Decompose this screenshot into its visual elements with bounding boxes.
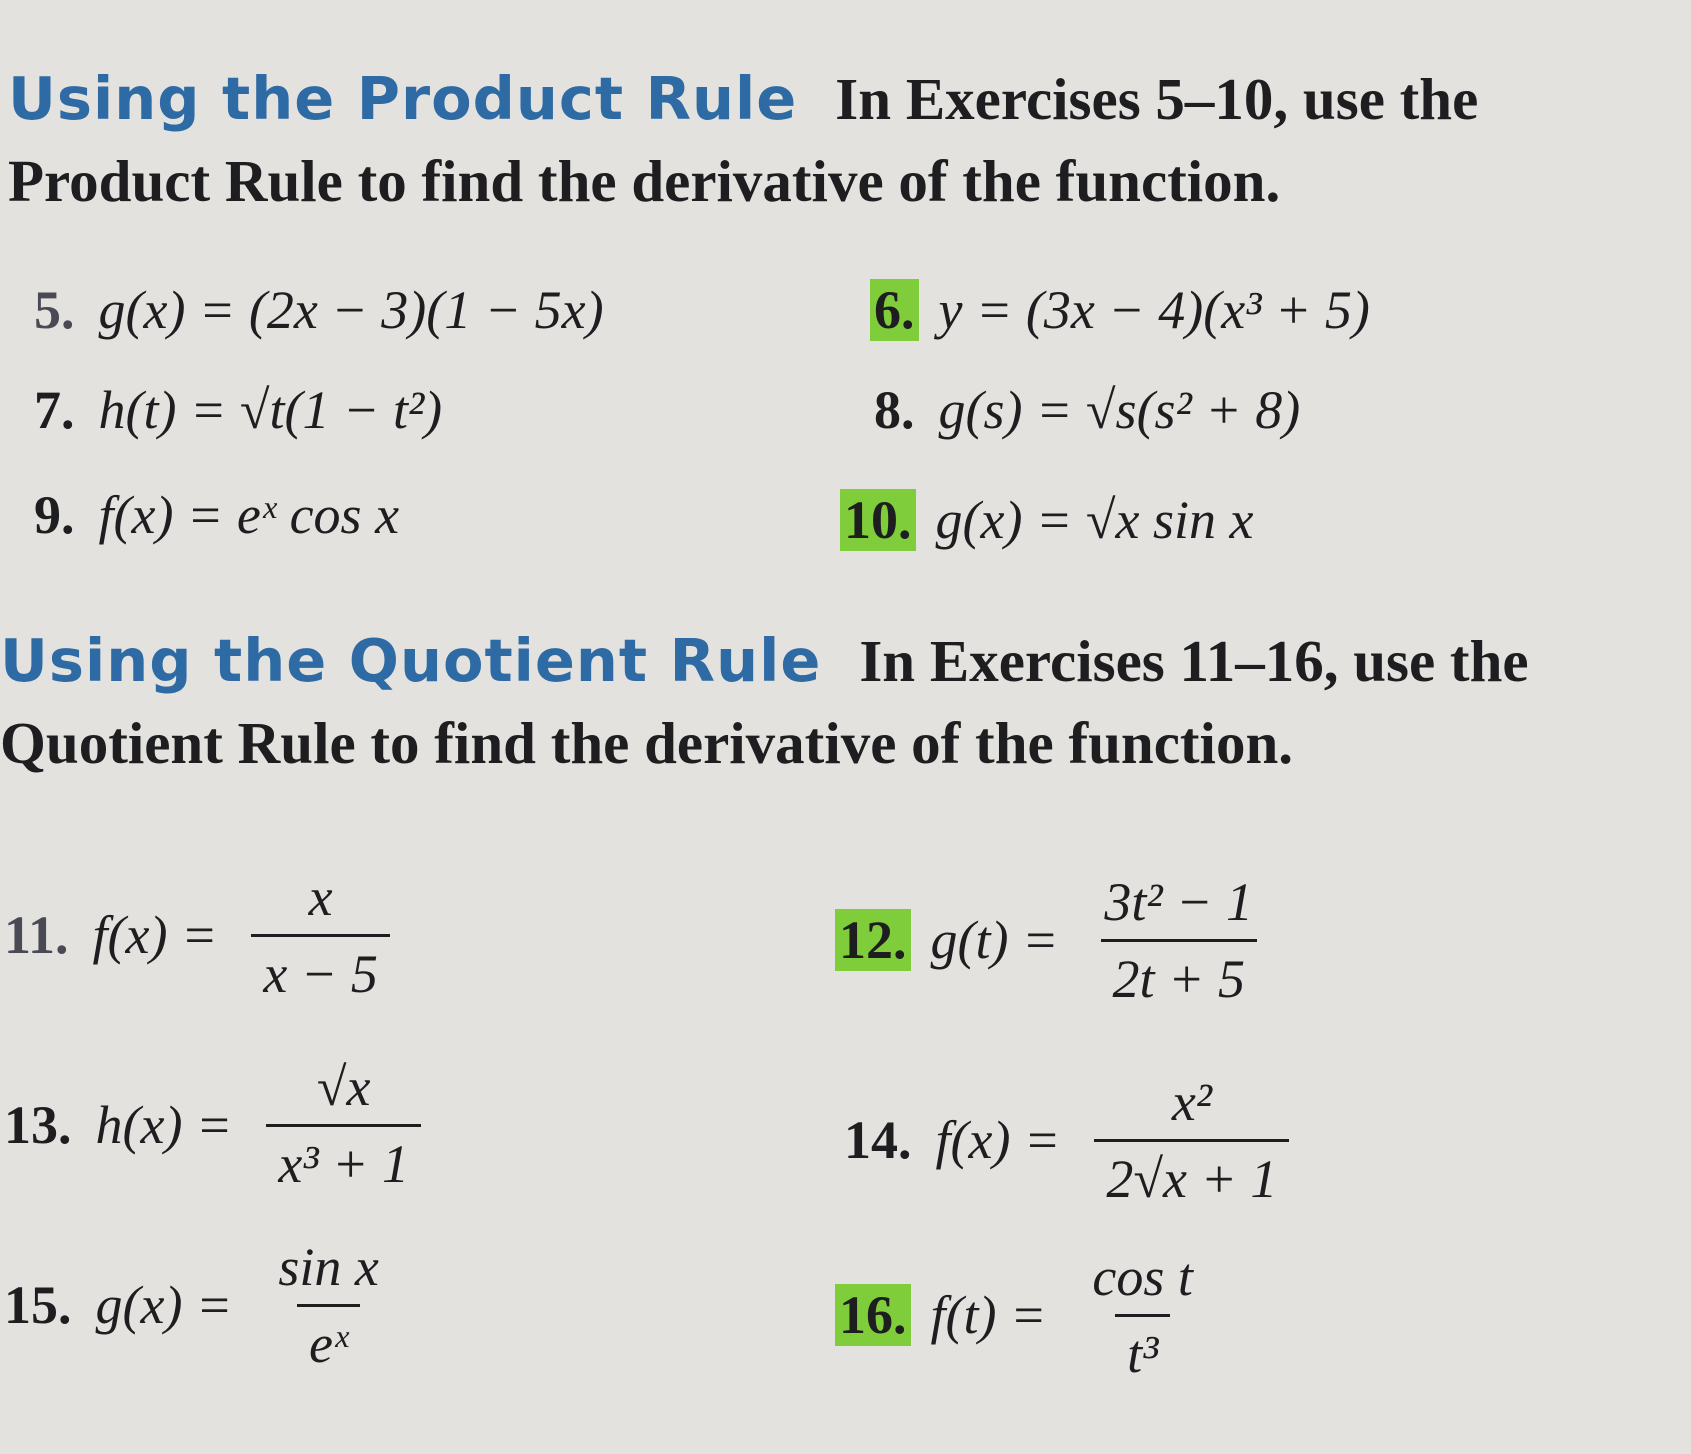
exercise-12 [835, 860, 1265, 1020]
quotient-rule-title: Using the Quotient Rule [0, 626, 822, 695]
numerator: sin x [278, 1236, 379, 1297]
exercise-number: 11. [4, 905, 69, 965]
denominator: 2t + 5 [1101, 939, 1257, 1010]
product-rule-title: Using the Product Rule [8, 64, 798, 133]
denominator: eˣ [297, 1304, 360, 1375]
exercise-number: 14. [844, 1110, 912, 1170]
exercise-lhs: f(x) = [92, 905, 218, 965]
exercise-number: 6. [870, 279, 919, 341]
exercise-expression: y = (3x − 4)(x³ + 5) [938, 280, 1370, 340]
exercise-8 [870, 360, 1300, 460]
exercise-lhs: f(x) = [935, 1110, 1061, 1170]
denominator: x − 5 [251, 934, 389, 1005]
fraction [251, 866, 389, 1005]
exercise-11 [0, 855, 390, 1015]
exercise-expression: g(x) = √x sin x [935, 490, 1254, 550]
numerator: √x [316, 1056, 371, 1117]
exercise-number: 12. [835, 909, 911, 971]
denominator: 2√x + 1 [1094, 1139, 1289, 1210]
quotient-rule-instruction-2: Quotient Rule to find the derivative of the function. [0, 710, 1294, 776]
exercise-number: 10. [840, 489, 916, 551]
numerator: x [308, 866, 333, 927]
exercise-expression: g(s) = √s(s² + 8) [938, 380, 1301, 440]
exercise-16 [835, 1235, 1205, 1395]
denominator: t³ [1115, 1314, 1170, 1385]
denominator: x³ + 1 [266, 1124, 421, 1195]
exercise-number: 16. [835, 1284, 911, 1346]
exercise-lhs: h(x) = [95, 1095, 233, 1155]
numerator: 3t² − 1 [1104, 871, 1254, 932]
exercise-expression: f(x) = eˣ cos x [98, 485, 400, 545]
exercise-number: 8. [874, 380, 915, 440]
exercise-6 [870, 260, 1370, 360]
exercise-lhs: g(x) = [95, 1275, 233, 1335]
numerator: cos t [1092, 1246, 1193, 1307]
fraction [1094, 1071, 1289, 1210]
fraction [266, 1236, 391, 1375]
exercise-10 [840, 470, 1253, 570]
exercise-14 [840, 1060, 1289, 1220]
exercise-5 [30, 260, 604, 360]
fraction [1092, 871, 1265, 1010]
exercise-number: 9. [34, 485, 75, 545]
fraction [266, 1056, 421, 1195]
exercise-number: 5. [34, 280, 75, 340]
exercise-15 [0, 1225, 391, 1385]
product-rule-instruction-2: Product Rule to find the derivative of the function. [8, 148, 1281, 214]
exercise-lhs: g(t) = [930, 910, 1059, 970]
exercise-9 [30, 465, 399, 565]
quotient-rule-instruction-1: In Exercises 11–16, use the [859, 628, 1529, 694]
fraction [1080, 1246, 1205, 1385]
exercise-expression: h(t) = √t(1 − t²) [98, 380, 443, 440]
product-rule-header [8, 58, 1688, 222]
product-rule-instruction-1: In Exercises 5–10, use the [835, 66, 1479, 132]
exercise-number: 7. [34, 380, 75, 440]
numerator: x² [1171, 1071, 1212, 1132]
quotient-rule-header [0, 620, 1680, 784]
exercise-expression: g(x) = (2x − 3)(1 − 5x) [98, 280, 604, 340]
exercise-7 [30, 360, 442, 460]
exercise-number: 13. [4, 1095, 72, 1155]
exercise-lhs: f(t) = [930, 1285, 1047, 1345]
exercise-number: 15. [4, 1275, 72, 1335]
exercise-13 [0, 1045, 421, 1205]
